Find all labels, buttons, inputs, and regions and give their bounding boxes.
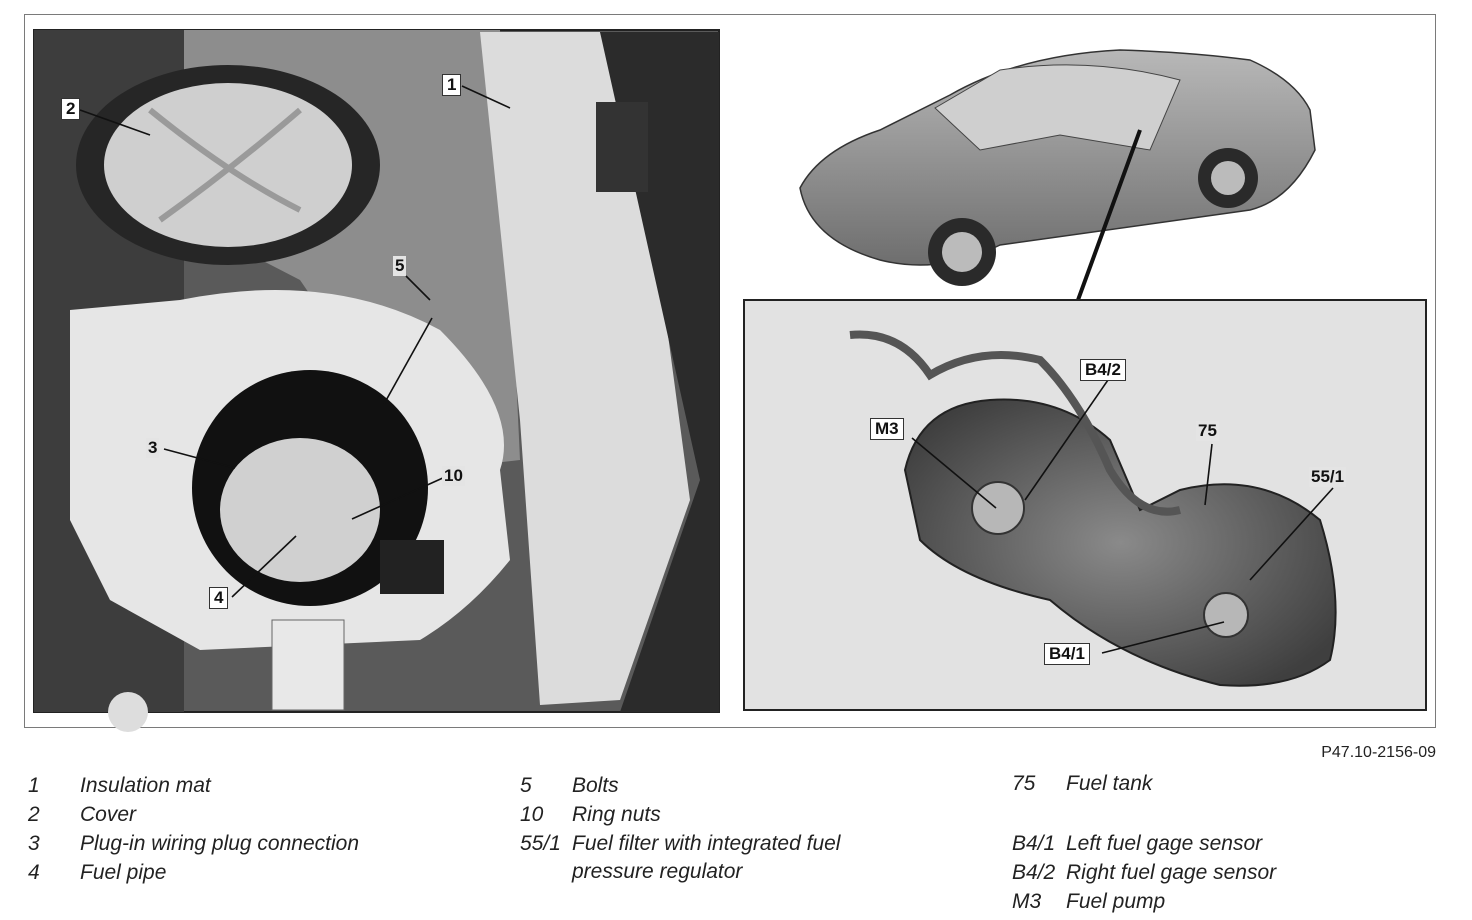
legend-number: B4/1 bbox=[1012, 832, 1056, 855]
legend-text: Fuel filter with integrated fuel bbox=[572, 832, 841, 855]
legend-text: Plug-in wiring plug connection bbox=[80, 832, 359, 855]
legend-text: Ring nuts bbox=[572, 803, 661, 826]
callout-m3: M3 bbox=[870, 418, 904, 440]
legend-number: M3 bbox=[1012, 890, 1042, 913]
legend-text: pressure regulator bbox=[572, 860, 743, 883]
callout-2: 2 bbox=[61, 98, 80, 120]
legend-number: 4 bbox=[28, 861, 40, 884]
legend-text: Cover bbox=[80, 803, 137, 826]
legend-number: 75 bbox=[1012, 772, 1036, 795]
car-illustration bbox=[800, 50, 1315, 300]
legend-number: 5 bbox=[520, 774, 532, 797]
callout-3: 3 bbox=[148, 438, 158, 457]
callout-55-1: 55/1 bbox=[1311, 467, 1345, 486]
legend-text: Fuel tank bbox=[1066, 772, 1153, 795]
legend-text: Right fuel gage sensor bbox=[1066, 861, 1277, 884]
callout-10: 10 bbox=[444, 466, 463, 485]
legend-text: Insulation mat bbox=[80, 774, 211, 797]
legend-number: 1 bbox=[28, 774, 40, 797]
legend-text: Left fuel gage sensor bbox=[1066, 832, 1263, 855]
callout-4: 4 bbox=[209, 587, 228, 609]
trunk-photo bbox=[34, 30, 719, 732]
callout-1: 1 bbox=[442, 74, 461, 96]
callout-b4-1: B4/1 bbox=[1044, 643, 1090, 665]
figure-code: P47.10-2156-09 bbox=[1321, 744, 1436, 761]
legend-number: 55/1 bbox=[520, 832, 561, 855]
legend-number: 10 bbox=[520, 803, 544, 826]
callout-b4-2: B4/2 bbox=[1080, 359, 1126, 381]
legend-number: 3 bbox=[28, 832, 40, 855]
legend-text: Fuel pump bbox=[1066, 890, 1166, 913]
left-gage-sensor bbox=[1204, 593, 1248, 637]
legend-text: Bolts bbox=[572, 774, 619, 797]
callout-75: 75 bbox=[1198, 421, 1217, 440]
fuel-pump-m3 bbox=[972, 482, 1024, 534]
legend-text: Fuel pipe bbox=[80, 861, 167, 884]
callout-5: 5 bbox=[395, 256, 405, 275]
legend-number: B4/2 bbox=[1012, 861, 1056, 884]
legend-number: 2 bbox=[28, 803, 40, 826]
